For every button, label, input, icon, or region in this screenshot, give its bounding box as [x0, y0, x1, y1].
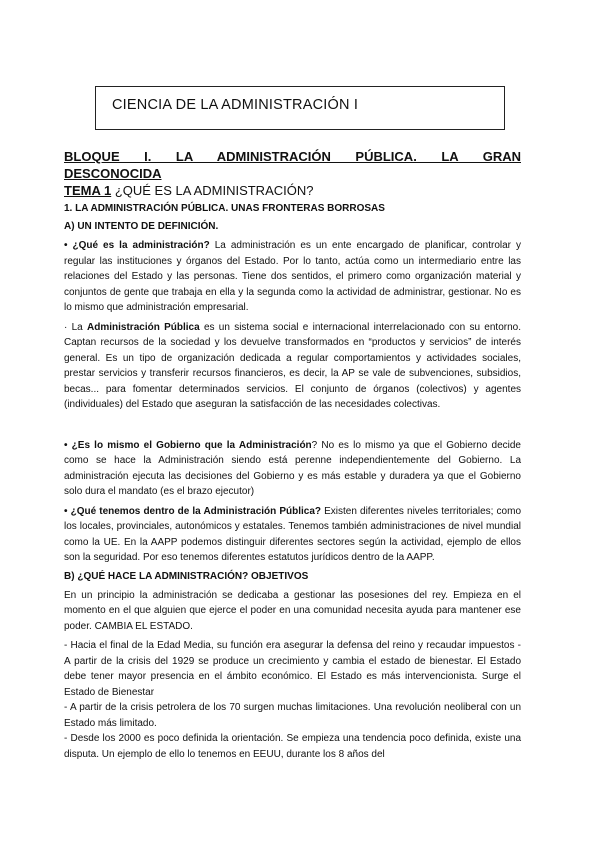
paragraph-bold-term: Administración Pública	[87, 321, 200, 333]
tema-heading	[64, 182, 521, 199]
paragraph-que-es-administracion	[64, 238, 521, 316]
document-body	[64, 148, 521, 762]
document-title: CIENCIA DE LA ADMINISTRACIÓN I	[112, 97, 359, 113]
paragraph-crisis-petrolera: - A partir de la crisis petrolera de los 70 surgen muchas limitaciones. Una revolución neoliberal con un Estado más limitado.	[64, 702, 521, 729]
tema-title: ¿QUÉ ES LA ADMINISTRACIÓN?	[111, 183, 314, 198]
paragraph-text: Existen diferentes niveles territoriales; como los locales, provinciales, autonómicos y estatales. Tenemos también administraciones de nivel mundial como la UE. En la AAPP podemos distinguir diferentes sectores según la actividad, ejemplo de ellos son la seguridad. Por eso tenemos diferentes estatutos jurídicos dentro de la AAPP.	[64, 505, 522, 563]
title-box	[95, 86, 505, 130]
paragraph-desde-2000: - Desde los 2000 es poco definida la orientación. Se empieza una tendencia poco definida, existe una disputa. Un ejemplo de ello lo tenemos en EEUU, durante los 8 años del	[64, 733, 521, 760]
paragraph-bold-lead: • ¿Qué tenemos dentro de la Administración Pública?	[64, 505, 322, 517]
section1-subheading: A) UN INTENTO DE DEFINICIÓN.	[64, 221, 219, 232]
paragraph-principio: En un principio la administración se dedicaba a gestionar las posesiones del rey. Empieza en el momento en el que alguien que ejerce el poder en una comunidad necesita ayuda para mantener ese poder. CAMBIA EL ESTADO.	[64, 589, 521, 632]
bloque-heading-line1: BLOQUE I. LA ADMINISTRACIÓN PÚBLICA. LA GRAN	[64, 149, 521, 164]
spacer	[64, 413, 521, 434]
bloque-heading-line2: DESCONOCIDA	[64, 166, 162, 181]
paragraph-text: La administración es un ente encargado de planificar, controlar y regular las instituciones y órganos del Estado. Por lo tanto, actúa como un intermediario entre las relaciones del Estado y las personas. Tiene dos sentidos, el primero como organización material y conjuntos de gente que trabaja en ella y la segunda como la actividad de administrar, gestionar. No es lo mismo que administración empresarial.	[64, 240, 521, 313]
paragraph-administracion-publica	[64, 320, 521, 413]
paragraph-text: ? No es lo mismo ya que el Gobierno decide como se hace la Administración siendo está perenne independientemente del Gobierno. La administración ejecuta las decisiones del Gobierno y es más estable y duradera ya que el Gobierno solo dura el mandato (es el brazo ejecutor)	[64, 439, 521, 497]
paragraph-bold-lead: • ¿Es lo mismo el Gobierno que la Administración	[64, 439, 312, 451]
tema-label: TEMA 1	[64, 183, 112, 198]
paragraph-prefix: · La	[64, 321, 88, 333]
paragraph-text: es un sistema social e internacional interrelacionado con su entorno. Captan recursos de la sociedad y los devuelve transformados en “productos y servicios” de interés general. Es un tipo de organización dedicada a regular comportamientos y actividades sociales, prestar servicios y transferir recursos financieros, es decir, la AP se vale de subvenciones, subsidios, becas... para fomentar determinados servicios. El conjunto de órganos (colectivos) y agentes (individuales) del Estado que aseguran la satisfacción de las necesidades colectivas.	[64, 321, 521, 410]
section2-heading: B) ¿QUÉ HACE LA ADMINISTRACIÓN? OBJETIVOS	[64, 570, 309, 582]
paragraph-dentro-administracion	[64, 504, 521, 566]
section1-heading: 1. LA ADMINISTRACIÓN PÚBLICA. UNAS FRONTERAS BORROSAS	[64, 203, 385, 214]
paragraph-edad-media: - Hacia el final de la Edad Media, su función era asegurar la defensa del reino y recaudar impuestos - A partir de la crisis del 1929 se produce un crecimiento y cambia el estado de bienestar. El Estado debe tener mayor presencia en el ámbito económico. El Estado es más intervencionista. Surge el Estado de Bienestar	[64, 640, 521, 698]
paragraph-bold-lead: • ¿Qué es la administración?	[64, 240, 210, 251]
paragraph-gobierno-vs-administracion	[64, 438, 521, 500]
